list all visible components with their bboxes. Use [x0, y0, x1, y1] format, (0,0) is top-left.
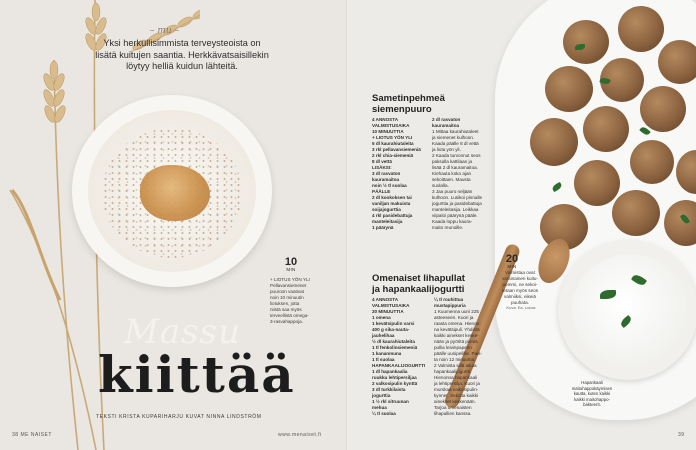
recipe-line: jauhelihaa: [372, 333, 395, 338]
recipe-line: 3 rkl pellavansiemeniä: [372, 147, 421, 152]
meatball: [545, 66, 593, 112]
recipe-line: kaikki ainekset keske-: [434, 333, 479, 338]
recipe-line: ta noin 12 minuuttia.: [434, 357, 476, 362]
recipe-line: manteleitasija: [372, 219, 403, 224]
recipe-line: VALMISTUSAIKA: [372, 303, 410, 308]
recipe-line: 3 dl turkkilaista: [372, 387, 406, 392]
recipe-line: päälle uunipellille. Pais-: [434, 351, 483, 356]
recipe-line: 3 dl rasvaton: [372, 171, 401, 176]
meatball: [618, 6, 664, 52]
recipe-line: kauramaitoa: [432, 123, 460, 128]
page-title: kiittää: [98, 345, 296, 404]
recipe-line: ja liota yön yli.: [432, 147, 461, 152]
recipe-line: ¼ tl rouhittua: [434, 297, 464, 302]
left-page: [0, 0, 347, 450]
recipe-line: 10 MINUUTTIA: [372, 129, 404, 134]
recipe-line: HAPANKAALIJOGURTTI: [372, 363, 426, 368]
recipe2-ingredients: [372, 297, 434, 417]
recipe2-title: Omenaiset lihapullat ja hapankaalijogurtti: [372, 273, 465, 295]
pear-topping: [140, 165, 210, 221]
recipe-line: Hienonna hapankaali: [434, 375, 478, 380]
recipe-line: ruukku lehtipersiljaa: [372, 375, 417, 380]
meatball: [630, 140, 674, 184]
recipe-line: 1 päärynä: [372, 225, 394, 230]
recipe-line: murskaa valkosipulin-: [434, 387, 479, 392]
recipe-line: soijajogurttia: [372, 207, 401, 212]
recipe-line: 8 dl vettä: [372, 159, 392, 164]
recipe-line: kynnet. Sekoita kaikki: [434, 393, 479, 398]
sauerkraut-yogurt: [572, 254, 688, 366]
recipe-line: 2 valkosipulin kynttä: [372, 381, 418, 386]
recipe-line: nään ja pyöritä pieniä: [434, 339, 478, 344]
recipe-line: 1 Mittaa kaurahiutaleet: [432, 129, 479, 134]
recipe-line: 400 g sika-nauta-: [372, 327, 410, 332]
meatball: [658, 40, 696, 84]
recipe-line: Kiehauta koko ajan: [432, 171, 472, 176]
recipe2-method: [434, 297, 500, 417]
meatball: [640, 86, 686, 132]
recipe-line: 2 dl rasvaton: [432, 117, 461, 122]
recipe-line: lisää 2 dl kauramaitoa.: [432, 165, 478, 170]
recipe-line: hapankaalijogurtti.: [434, 369, 472, 374]
recipe-line: paksulla kattilaan ja: [432, 159, 473, 164]
recipe-line: raasta omena. Hienon-: [434, 321, 481, 326]
recipe-line: Kaada päälle 8 dl vettä: [432, 141, 479, 146]
recipe-line: 1 Kuumenna uuni 225: [434, 309, 479, 314]
recipe-line: Kaada loppu kaura-: [432, 219, 473, 224]
time-badge-unit: MIN: [507, 264, 517, 269]
time-badge-number: 20: [505, 253, 519, 265]
credits: TEKSTI KRISTA KUPARIHARJU KUVAT NINNA LINDSTRÖM: [96, 414, 262, 420]
recipe-line: lihapullien kanssa.: [434, 411, 472, 416]
recipe-line: mustapippuria: [434, 303, 466, 308]
recipe-line: 3 Jaa puuro neljään: [432, 189, 473, 194]
recipe-line: PÄÄLLE: [372, 189, 391, 194]
recipe-line: LISÄKSI:: [372, 165, 392, 170]
recipe-line: vaniljan makuista: [372, 201, 411, 206]
meatball: [563, 20, 609, 64]
kicker: – mu –: [150, 26, 180, 36]
recipe-line: ½ dl kaurahiutaleita: [372, 339, 415, 344]
recipe-line: pullia leivinpaperin: [434, 345, 472, 350]
recipe-line: ainekset keskenään.: [434, 399, 476, 404]
recipe-line: 2 Kaada turvonnut seos: [432, 153, 481, 158]
time-badge-number: 10: [284, 256, 298, 268]
recipe-line: 2 Valmista sillä aikaa: [434, 363, 477, 368]
recipe-line: ¼ tl suolaa: [372, 411, 396, 416]
recipe-line: 1 ½ rkl sitruunan: [372, 399, 409, 404]
website: www.menaiset.fi: [278, 432, 322, 438]
recipe-line: 20 MINUUTTIA: [372, 309, 404, 314]
photo-caption: Hapankaali maitohappokäymisen kautta, kuten kaikki kaikki maitohappo- bakteerit.: [571, 380, 613, 407]
meatball: [583, 106, 629, 152]
recipe-line: 1 tl fenkolinsiemeniä: [372, 345, 418, 350]
recipe-line: sekoittaen. Mausta: [432, 177, 471, 182]
recipe-line: na kevätsipuli. Yhdistä: [434, 327, 480, 332]
folio-left: 38 ME NAISET: [12, 432, 52, 438]
recipe-line: 5 dl kaurahiutaleita: [372, 141, 414, 146]
recipe-line: 4 rkl pasidebattuja: [372, 213, 413, 218]
time-note-left: + LIOTUS YÖN YLI Pellavansiemenet puuroon vaativat noin 10 minuutin liotuksen, jotta niistä saa myös terveellistä omega- 3-rasvahappoja.: [270, 277, 310, 324]
recipe-line: manteleitasija. Leikkaa: [432, 207, 479, 212]
recipe-line: 1 kevätsipulin varsi: [372, 321, 415, 326]
recipe1-title: Sametinpehmeä siemenpuuro: [372, 93, 445, 115]
recipe-line: ja siemenet kulhoon.: [432, 135, 475, 140]
recipe-line: + LIOTUS YÖN YLI: [372, 135, 413, 140]
recipe-line: noin ½ tl suolaa: [372, 183, 407, 188]
recipe-line: kauramaitoa: [372, 177, 400, 182]
time-note-right: Valmistaa ovat varsinainen kuitu- pommi, ne sekoi- tetaan myös seos valmiiksi, eikeiä puuhata.: [501, 270, 538, 305]
folio-right: 39: [678, 432, 685, 438]
recipe-line: viipaloi päärynä pääle.: [432, 213, 478, 218]
recipe-line: suolalla.: [432, 183, 449, 188]
meatball: [574, 160, 620, 206]
meatball: [612, 190, 660, 236]
recipe-line: jogurttia: [372, 393, 391, 398]
time-badge-unit: MIN: [286, 267, 296, 272]
recipe-line: jogurttia ja pasidebattuja: [432, 201, 482, 206]
recipe-line: 2 dl kookoksen tai: [372, 195, 412, 200]
recipe-line: 4 ANNOSTA: [372, 297, 399, 302]
title-script: Massu: [124, 312, 241, 352]
recipe-line: kulhoon. Lusikoi pinnalle: [432, 195, 483, 200]
recipe-line: maito reunoille.: [432, 225, 464, 230]
recipe-line: Tarjoa omenaisten: [434, 405, 472, 410]
intro-text: Yksi herkullisimmista terveysteoista on lisätä kuitujen saantia. Herkkävatsaisillekin löytyy helliä kuidun lähteitä.: [95, 38, 269, 71]
recipe-line: 1 dl hapankaalia: [372, 369, 408, 374]
recipe-line: 1 kananmuna: [372, 351, 402, 356]
recipe-line: mehua: [372, 405, 387, 410]
recipe-line: asteeseen. Kuori ja: [434, 315, 474, 320]
recipe-line: 1 tl suolaa: [372, 357, 395, 362]
meatball: [530, 118, 578, 166]
recipe-line: 1 omena: [372, 315, 391, 320]
photo-credit: Kuva: Ea. Lukas: [506, 305, 536, 310]
recipe-line: VALMISTUSAIKA: [372, 123, 410, 128]
recipe-line: ja lehtipersilja. Kuori ja: [434, 381, 480, 386]
recipe-line: 4 ANNOSTA: [372, 117, 399, 122]
recipe-line: 2 rkl chia-siemeniä: [372, 153, 414, 158]
recipe1-ingredients: [372, 117, 432, 231]
recipe1-method: [432, 117, 500, 231]
